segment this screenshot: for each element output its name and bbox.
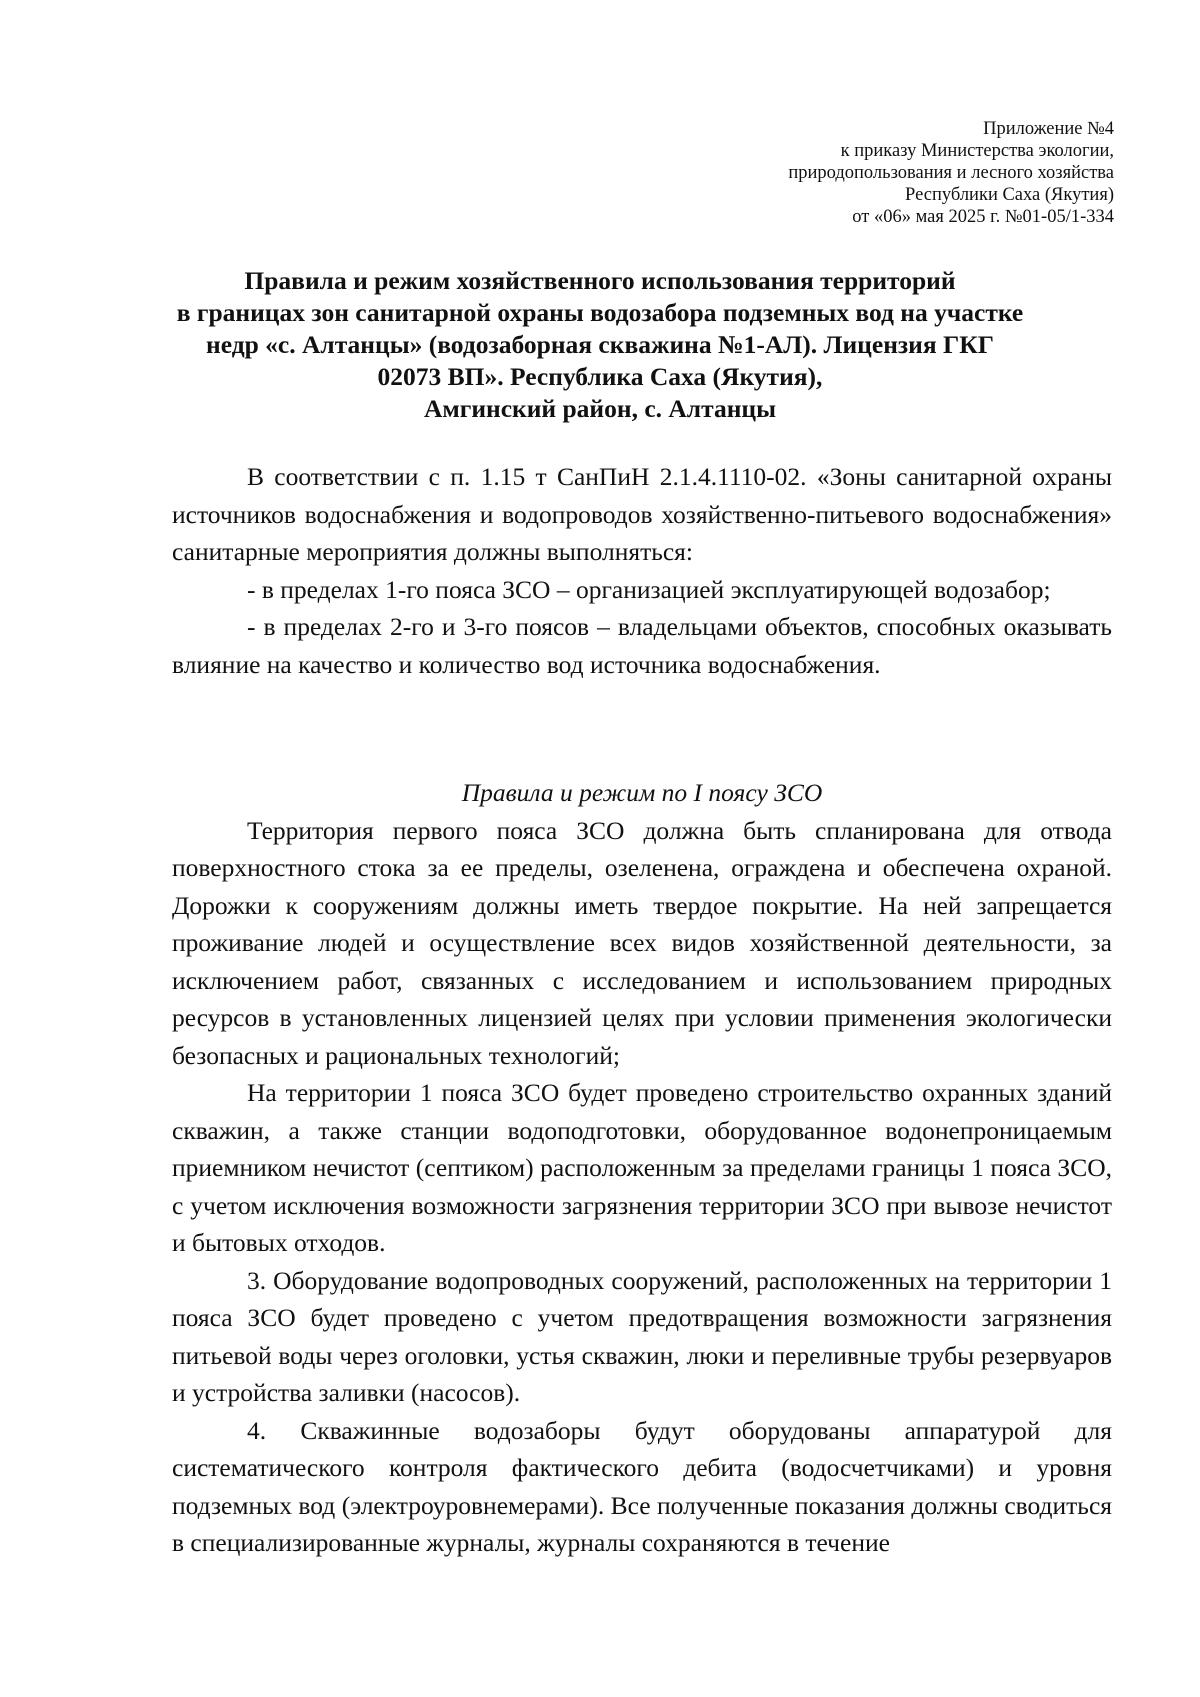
rules-paragraph: 4. Скважинные водозаборы будут оборудованы аппаратурой для систематического контроля фактического дебита (водосчетчиками) и уровня подземных вод (электроуровнемерами). Все полученные показания должны сводиться в специализированные журналы, журналы сохраняются в течение <box>172 1415 1112 1557</box>
appendix-line: Приложение №4 <box>983 119 1114 139</box>
appendix-reference <box>788 118 1114 228</box>
section-subheading: Правила и режим по I поясу ЗСО <box>461 778 823 807</box>
title-line: недр «с. Алтанцы» (водозаборная скважина №1-АЛ). Лицензия ГКГ <box>206 330 994 359</box>
intro-paragraph: В соответствии с п. 1.15 т СанПиН 2.1.4.1110-02. «Зоны санитарной охраны источников водоснабжения и водопроводов хозяйственно-питьевого водоснабжения» санитарные мероприятия должны выполняться: <box>172 462 1112 566</box>
document-title <box>150 265 1050 425</box>
intro-list-item: - в пределах 1-го пояса ЗСО – организацией эксплуатирующей водозабор; <box>247 574 1051 604</box>
rules-paragraph: 3. Оборудование водопроводных сооружений, расположенных на территории 1 пояса ЗСО будет проведено с учетом предотвращения возможности загрязнения питьевой воды через оголовки, устья скважин, люки и переливные трубы резервуаров и устройства заливки (насосов). <box>172 1265 1112 1407</box>
intro-section <box>172 458 1112 683</box>
intro-list-item: - в пределах 2-го и 3-го поясов – владельцами объектов, способных оказывать влияние на качество и количество вод источника водоснабжения. <box>172 612 1112 679</box>
title-line: 02073 ВП». Республика Саха (Якутия), <box>377 362 823 391</box>
rules-paragraph: Территория первого пояса ЗСО должна быть спланирована для отвода поверхностного стока за ее пределы, озеленена, ограждена и обеспечена охраной. Дорожки к сооружениям должны иметь твердое покрытие. На ней запрещается проживание людей и осуществление всех видов хозяйственной деятельности, за исключением работ, связанных с исследованием и использованием природных ресурсов в установленных лицензией целях при условии применения экологически безопасных и рациональных технологий; <box>172 815 1112 1070</box>
rules-section <box>172 774 1112 1562</box>
appendix-line: природопользования и лесного хозяйства <box>788 163 1114 183</box>
title-line: Амгинский район, с. Алтанцы <box>423 394 776 423</box>
title-line: Правила и режим хозяйственного использования территорий <box>244 266 956 295</box>
appendix-line: к приказу Министерства экологии, <box>840 141 1114 161</box>
rules-paragraph: На территории 1 пояса ЗСО будет проведено строительство охранных зданий скважин, а также станции водоподготовки, оборудованное водонепроницаемым приемником нечистот (септиком) расположенным за пределами границы 1 пояса ЗСО, с учетом исключения возможности загрязнения территории ЗСО при вывозе нечистот и бытовых отходов. <box>172 1078 1112 1257</box>
title-line: в границах зон санитарной охраны водозабора подземных вод на участке <box>176 298 1024 327</box>
appendix-line: от «06» мая 2025 г. №01-05/1-334 <box>852 207 1114 227</box>
appendix-line: Республики Саха (Якутия) <box>905 185 1114 205</box>
